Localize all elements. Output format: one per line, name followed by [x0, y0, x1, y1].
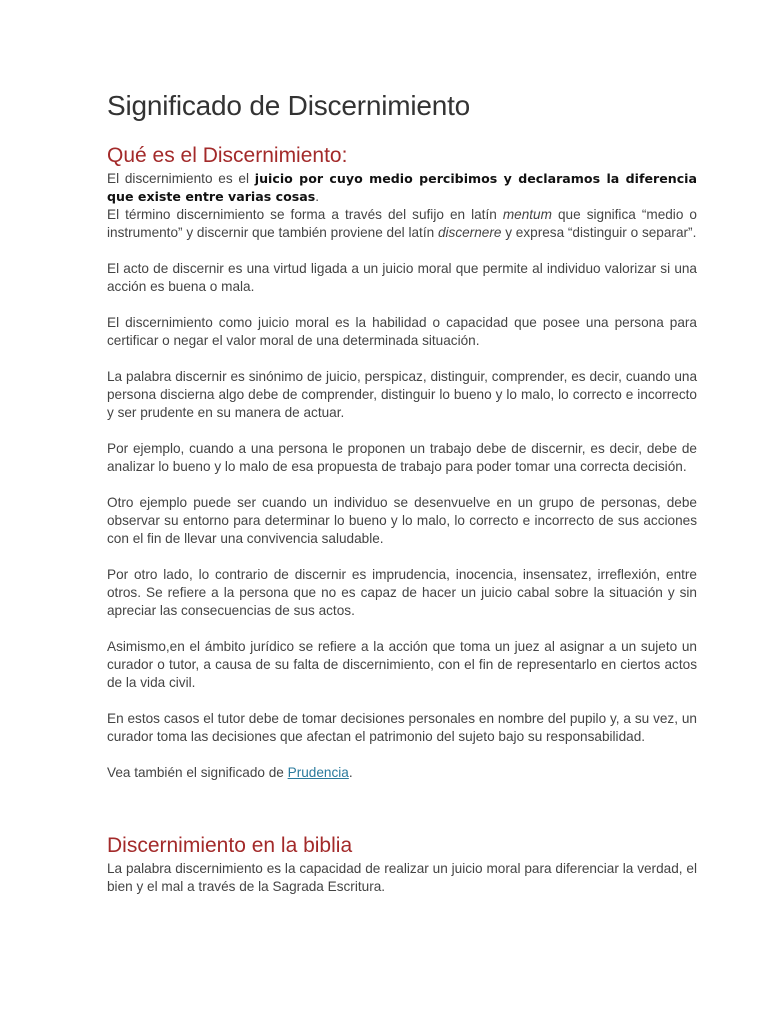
body-paragraph: La palabra discernir es sinónimo de juicio, perspicaz, distinguir, comprender, es decir, cuando una persona discierna algo debe de comprender, distinguir lo bueno y lo malo, lo correcto e incorrecto y ser prudente en su manera de actuar.: [107, 369, 697, 420]
section-heading: Qué es el Discernimiento:: [107, 144, 348, 167]
body-paragraph: Por otro lado, lo contrario de discernir es imprudencia, inocencia, insensatez, irreflexión, entre otros. Se refiere a la persona que no es capaz de hacer un juicio cabal sobre la situación y sin apreciar las consecuencias de sus actos.: [107, 567, 697, 618]
body-paragraph: Asimismo,en el ámbito jurídico se refiere a la acción que toma un juez al asignar a un sujeto un curador o tutor, a causa de su falta de discernimiento, con el fin de representarlo en ciertos actos de la vida civil.: [107, 639, 697, 690]
intro-bold-definition: juicio por cuyo medio percibimos y declaramos la diferencia que existe entre varias cosas: [107, 171, 697, 204]
intro-paragraph: [107, 170, 697, 206]
etymology-paragraph: [107, 206, 697, 242]
see-also-end: .: [348, 765, 353, 780]
etym-text-a: El término discernimiento se forma a través del sufijo en latín: [107, 207, 503, 222]
etym-discernere: discernere: [437, 225, 502, 240]
section-heading-bible: Discernimiento en la biblia: [107, 834, 353, 857]
section-what-is: [107, 143, 697, 782]
intro-text: El discernimiento es el: [107, 171, 255, 186]
body-paragraph: En estos casos el tutor debe de tomar decisiones personales en nombre del pupilo y, a su vez, un curador toma las decisiones que afectan el patrimonio del sujeto bajo su responsabilidad.: [107, 711, 697, 744]
body-paragraph: El acto de discernir es una virtud ligada a un juicio moral que permite al individuo valorizar si una acción es buena o mala.: [107, 261, 697, 294]
intro-end: .: [315, 189, 319, 204]
body-paragraph: Otro ejemplo puede ser cuando un individuo se desenvuelve en un grupo de personas, debe observar su entorno para determinar lo bueno y lo malo, lo correcto e incorrecto de sus acciones con el fin de llevar una convivencia saludable.: [107, 495, 697, 546]
see-also-text: Vea también el significado de: [107, 765, 288, 780]
page-title: Significado de Discernimiento: [107, 90, 471, 121]
body-paragraph: El discernimiento como juicio moral es la habilidad o capacidad que posee una persona para certificar o negar el valor moral de una determinada situación.: [107, 315, 697, 348]
prudencia-link[interactable]: Prudencia: [287, 765, 349, 780]
see-also-paragraph: [107, 764, 697, 782]
etym-text-b: que significa “medio o instrumento” y discernir que también proviene del latín: [107, 207, 697, 240]
etym-text-c: y expresa “distinguir o separar”.: [501, 225, 697, 240]
body-paragraph: Por ejemplo, cuando a una persona le proponen un trabajo debe de discernir, es decir, debe de analizar lo bueno y lo malo de esa propuesta de trabajo para poder tomar una correcta decisión.: [107, 441, 697, 474]
etym-mentum: mentum: [502, 207, 552, 222]
section-bible: [107, 833, 697, 896]
bible-paragraph: La palabra discernimiento es la capacidad de realizar un juicio moral para diferenciar la verdad, el bien y el mal a través de la Sagrada Escritura.: [107, 861, 697, 894]
